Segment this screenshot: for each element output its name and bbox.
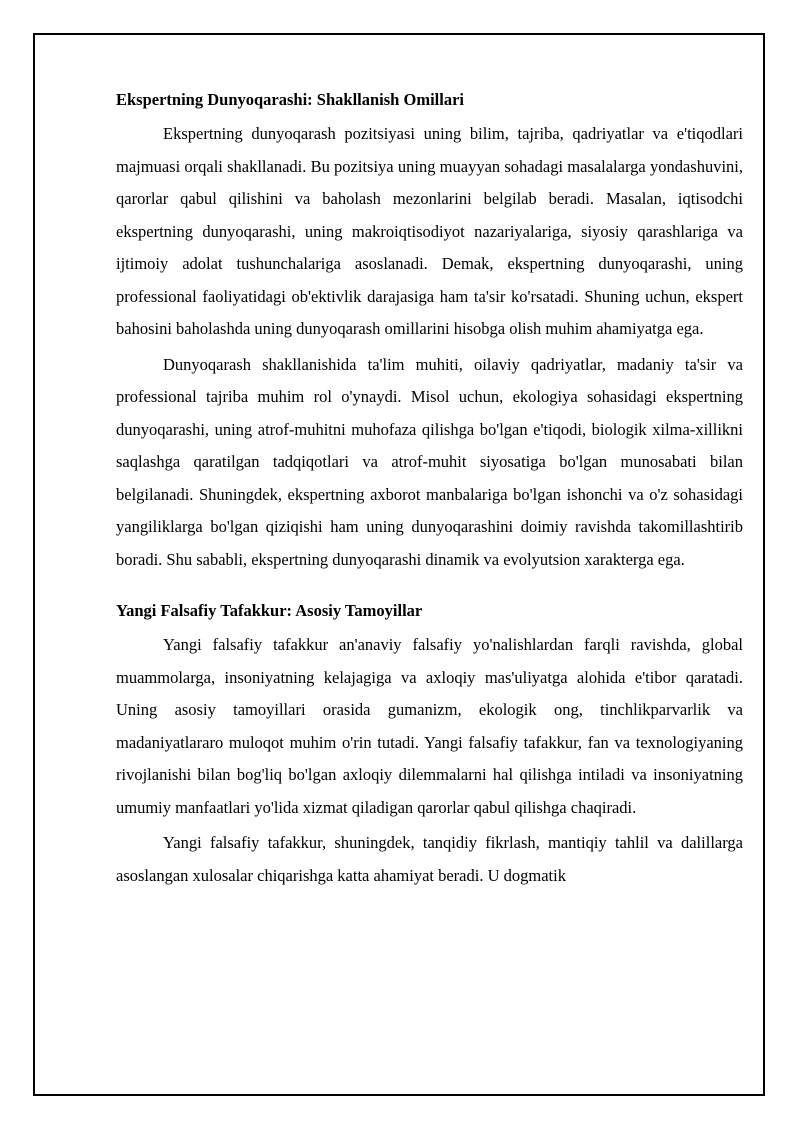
paragraph-philosophy-2: Yangi falsafiy tafakkur, shuningdek, tanqidiy fikrlash, mantiqiy tahlil va dalillarga asoslangan xulosalar chiqarishga katta ahamiyat beradi. U dogmatik bbox=[116, 833, 743, 885]
section-heading-philosophy: Yangi Falsafiy Tafakkur: Asosiy Tamoyillar bbox=[116, 601, 423, 620]
paragraph-worldview-2: Dunyoqarash shakllanishida ta'lim muhiti, oilaviy qadriyatlar, madaniy ta'sir va professional tajriba muhim rol o'ynaydi. Misol uchun, ekologiya sohasidagi ekspertning dunyoqarashi, uning atrof-muhitni muhofaza qilishga bo'lgan e'tiqodi, biologik xilma-xillikni saqlashga qaratilgan tadqiqotlari va atrof-muhit siyosatiga bo'lgan munosabati bilan belgilanadi. Shuningdek, ekspertning axborot manbalariga bo'lgan ishonchi va o'z sohasidagi yangiliklarga bo'lgan qiziqishi ham uning dunyoqarashini doimiy ravishda takomillashtirib boradi. Shu sababli, ekspertning dunyoqarashi dinamik va evolyutsion xarakterga ega. bbox=[116, 354, 743, 569]
paragraph-philosophy-1: Yangi falsafiy tafakkur an'anaviy falsafiy yo'nalishlardan farqli ravishda, global muammolarga, insoniyatning kelajagiga va axloqiy mas'uliyatga alohida e'tibor qaratadi. Uning asosiy tamoyillari orasida gumanizm, ekologik ong, tinchlikparvarlik va madaniyatlararo muloqot muhim o'rin tutadi. Yangi falsafiy tafakkur, fan va texnologiyaning rivojlanishi bilan bog'liq bo'lgan axloqiy dilemmalarni hal qilishga intiladi va insoniyatning umumiy manfaatlari yo'lida xizmat qiladigan qarorlar qabul qilishga chaqiradi. bbox=[116, 635, 743, 817]
document-body bbox=[116, 85, 743, 892]
paragraph-worldview-1: Ekspertning dunyoqarash pozitsiyasi uning bilim, tajriba, qadriyatlar va e'tiqodlari majmuasi orqali shakllanadi. Bu pozitsiya uning muayyan sohadagi masalalarga yondashuvini, qarorlar qabul qilishini va baholash mezonlarini belgilab beradi. Masalan, iqtisodchi ekspertning dunyoqarashi, uning makroiqtisodiyot nazariyalariga, siyosiy qarashlariga va ijtimoiy adolat tushunchalariga asoslanadi. Demak, ekspertning dunyoqarashi, uning professional faoliyatidagi ob'ektivlik darajasiga ham ta'sir ko'rsatadi. Shuning uchun, ekspert bahosini baholashda uning dunyoqarash omillarini hisobga olish muhim ahamiyatga ega. bbox=[116, 124, 743, 338]
section-heading-worldview: Ekspertning Dunyoqarashi: Shakllanish Omillari bbox=[116, 90, 464, 109]
